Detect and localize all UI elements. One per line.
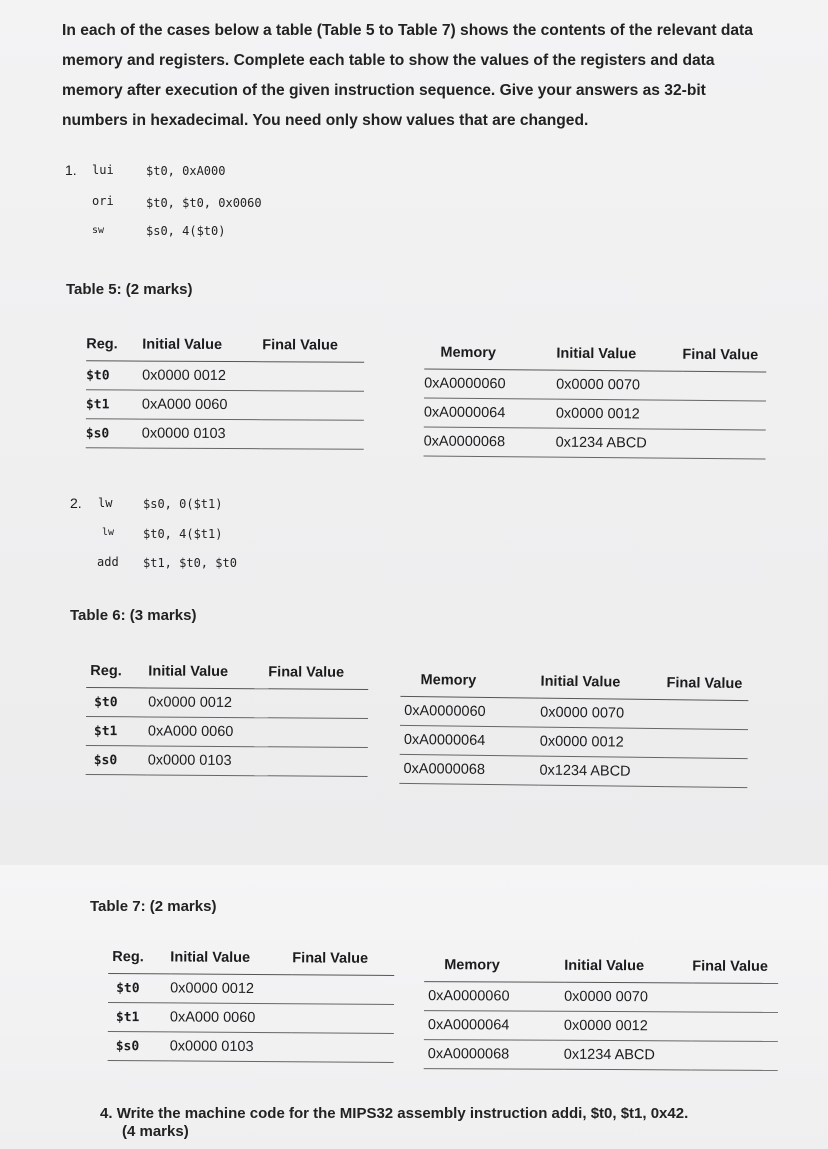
table-5-registers (86, 336, 365, 449)
final-value-cell[interactable] (262, 420, 364, 450)
register-name: $t0 (86, 688, 148, 717)
instruction-op: ori (92, 194, 114, 208)
instruction-op: lw (98, 496, 113, 510)
initial-value: 0x0000 0012 (142, 361, 262, 391)
table-row (424, 982, 778, 1013)
memory-address: 0xA0000060 (400, 696, 540, 727)
final-value-header: Final Value (682, 347, 766, 372)
final-value-cell[interactable] (292, 1004, 394, 1034)
memory-address: 0xA0000068 (399, 754, 539, 785)
register-name: $t1 (108, 1003, 170, 1032)
intro-text: In each of the cases below a table ( (62, 22, 322, 39)
register-name: $s0 (108, 1032, 170, 1061)
instructions-paragraph (62, 16, 772, 136)
final-value-cell[interactable] (268, 718, 368, 748)
table-7-memory (424, 957, 779, 1071)
initial-value: 0x0000 0012 (556, 399, 682, 429)
memory-address: 0xA0000060 (424, 982, 564, 1012)
question-4 (100, 1105, 780, 1141)
memory-address: 0xA0000060 (424, 369, 556, 399)
final-value-cell[interactable] (692, 1041, 778, 1070)
question-number: 4. (100, 1105, 113, 1122)
table-row (108, 1032, 394, 1063)
table-row (108, 974, 394, 1005)
initial-value: 0x0000 0070 (540, 698, 666, 729)
initial-value-header: Initial Value (170, 949, 292, 974)
initial-value: 0x0000 0103 (170, 1032, 292, 1062)
table-row (424, 369, 766, 401)
initial-value: 0x0000 0012 (540, 727, 666, 758)
register-name: $t1 (86, 717, 148, 746)
register-name: $t0 (86, 361, 142, 390)
final-value-cell[interactable] (682, 429, 766, 459)
initial-value: 0x0000 0070 (556, 370, 682, 400)
table-6-caption (70, 607, 196, 624)
initial-value: 0xA000 0060 (142, 390, 262, 420)
problem-number: 2. (70, 495, 82, 511)
register-name: $s0 (86, 419, 142, 448)
final-value-cell[interactable] (268, 689, 368, 719)
question-text: Write the machine code for the MIPS32 assembly instruction addi, $t0, $t1, 0x42. (116, 1105, 689, 1122)
initial-value-header: Initial Value (142, 337, 262, 362)
table-row (424, 398, 766, 430)
caption-marks: (2 marks) (125, 281, 193, 298)
memory-header: Memory (424, 345, 556, 371)
caption-label: Table 6: (70, 607, 126, 624)
table-row (424, 427, 766, 459)
reg-header: Reg. (86, 336, 142, 361)
instruction-op: lui (92, 163, 114, 177)
memory-address: 0xA0000068 (424, 427, 556, 457)
table-row (400, 725, 748, 758)
initial-value: 0x0000 0012 (564, 1011, 692, 1041)
table-row (86, 419, 364, 449)
initial-value: 0x0000 0103 (142, 419, 262, 449)
instruction-args: $s0, 0($t1) (143, 497, 223, 511)
memory-address: 0xA0000064 (424, 398, 556, 428)
caption-marks: (3 marks) (129, 607, 197, 624)
instruction-op: lw (102, 527, 115, 538)
table-5-memory (424, 345, 767, 460)
initial-value: 0x0000 0103 (148, 746, 268, 776)
instruction-args: $t1, $t0, $t0 (143, 556, 237, 570)
question-marks: (4 marks) (122, 1123, 189, 1140)
register-name: $t1 (86, 390, 142, 419)
memory-header: Memory (400, 672, 540, 698)
table-7-caption (90, 898, 216, 915)
initial-value: 0x0000 0012 (148, 688, 268, 718)
intro-bold-table5: Table 5 (321, 22, 375, 39)
intro-text: ) shows the contents of the relevant data memory and registers. Complete each table to show the values of the registers and data memory after execution of the given instruction sequence. Give your answers as 32-bit numbers in hexadecimal. You need only show values that are changed. (62, 22, 753, 129)
final-value-cell[interactable] (262, 362, 364, 392)
register-name: $s0 (86, 746, 148, 775)
final-value-cell[interactable] (665, 758, 747, 788)
table-row (86, 688, 368, 719)
final-value-cell[interactable] (682, 400, 766, 430)
intro-bold-table7: Table 7 (397, 22, 451, 39)
table-6-registers (86, 663, 369, 777)
final-value-cell[interactable] (292, 1033, 394, 1063)
memory-address: 0xA0000064 (400, 725, 540, 756)
final-value-header: Final Value (692, 958, 778, 983)
initial-value: 0x0000 0012 (170, 974, 292, 1004)
initial-value-header: Initial Value (564, 958, 692, 983)
table-row (86, 361, 364, 391)
table-row (108, 1003, 394, 1034)
final-value-cell[interactable] (682, 371, 766, 401)
instruction-op: add (97, 555, 119, 569)
final-value-header: Final Value (268, 664, 368, 689)
final-value-cell[interactable] (292, 975, 394, 1005)
table-row (424, 1011, 778, 1042)
caption-marks: (2 marks) (149, 898, 217, 915)
table-row (86, 717, 368, 748)
memory-address: 0xA0000068 (424, 1040, 564, 1070)
table-row (86, 390, 364, 420)
instruction-args: $s0, 4($t0) (146, 224, 226, 238)
reg-header: Reg. (108, 949, 170, 974)
reg-header: Reg. (86, 663, 148, 688)
table-7-registers (108, 949, 395, 1063)
final-value-cell[interactable] (666, 729, 748, 759)
intro-text: to (374, 22, 398, 39)
initial-value-header: Initial Value (540, 674, 666, 700)
final-value-cell[interactable] (692, 1012, 778, 1041)
final-value-cell[interactable] (666, 700, 748, 730)
table-row (399, 754, 747, 787)
table-row (86, 746, 368, 777)
initial-value: 0x1234 ABCD (539, 756, 665, 787)
instruction-op: sw (92, 225, 105, 236)
memory-address: 0xA0000064 (424, 1011, 564, 1041)
caption-label: Table 5: (66, 281, 122, 298)
problem-number: 1. (65, 162, 77, 178)
instruction-args: $t0, $t0, 0x0060 (146, 196, 262, 210)
final-value-cell[interactable] (262, 391, 364, 421)
final-value-cell[interactable] (268, 747, 368, 777)
initial-value: 0x1234 ABCD (564, 1040, 692, 1070)
instruction-args: $t0, 4($t1) (143, 527, 223, 541)
table-5-caption (66, 281, 192, 298)
initial-value: 0xA000 0060 (148, 717, 268, 747)
final-value-header: Final Value (666, 675, 748, 700)
table-6-memory (399, 672, 748, 788)
final-value-header: Final Value (262, 337, 364, 362)
instruction-args: $t0, 0xA000 (146, 164, 226, 178)
initial-value: 0x1234 ABCD (556, 428, 682, 458)
initial-value: 0x0000 0070 (564, 982, 692, 1012)
caption-label: Table 7: (90, 898, 146, 915)
initial-value-header: Initial Value (556, 346, 682, 372)
final-value-header: Final Value (292, 950, 394, 975)
initial-value-header: Initial Value (148, 663, 268, 688)
initial-value: 0xA000 0060 (170, 1003, 292, 1033)
final-value-cell[interactable] (692, 983, 778, 1012)
memory-header: Memory (424, 957, 564, 982)
register-name: $t0 (108, 974, 170, 1003)
table-row (424, 1040, 778, 1071)
table-row (400, 696, 748, 729)
